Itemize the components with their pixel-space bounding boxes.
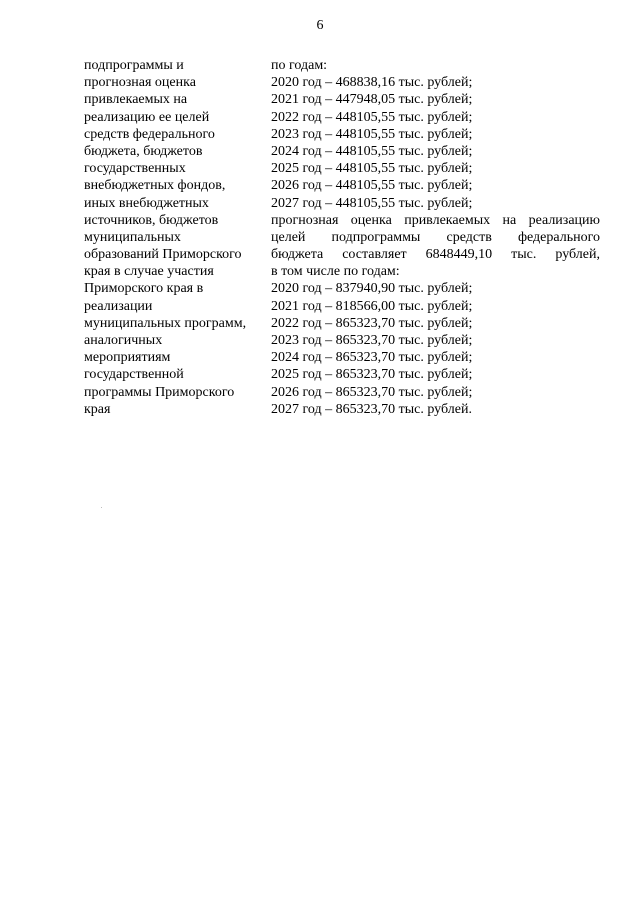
year-amount-line: 2027 год – 865323,70 тыс. рублей. [271,401,472,417]
left-line: края в случае участия [84,264,214,280]
year-amount-line: 2020 год – 837940,90 тыс. рублей; [271,281,473,297]
left-line: аналогичных [84,333,163,348]
left-line: программы Приморского [84,384,235,400]
left-line: края [84,401,111,417]
paragraph-line: бюджета составляет 6848449,10 тыс. рублей, [271,247,600,263]
year-amount-line: 2021 год – 447948,05 тыс. рублей; [271,92,473,108]
left-line: реализацию ее целей [84,109,210,125]
year-amount-line: 2023 год – 865323,70 тыс. рублей; [271,333,473,348]
year-amount-line: 2021 год – 818566,00 тыс. рублей; [271,298,473,314]
year-amount-line: 2023 год – 448105,55 тыс. рублей; [271,126,473,142]
year-amount-line: 2025 год – 448105,55 тыс. рублей; [271,161,473,177]
left-column [84,57,266,418]
left-line: иных внебюджетных [84,195,209,211]
left-line: государственной [84,367,184,383]
paragraph-line: прогнозная оценка привлекаемых на реализацию [271,212,600,228]
left-line: внебюджетных фондов, [84,178,226,194]
year-amount-line: 2020 год – 468838,16 тыс. рублей; [271,75,473,91]
left-line: средств федерального [84,126,215,142]
left-line: государственных [84,161,186,177]
left-line: бюджета, бюджетов [84,143,203,159]
left-line: прогнозная оценка [84,75,196,91]
left-line: привлекаемых на [84,92,188,108]
right-column [271,57,600,418]
by-year-header: по годам: [271,58,328,73]
left-line: образований Приморского [84,247,242,263]
page-number: 6 [316,18,324,33]
year-amount-line: 2022 год – 448105,55 тыс. рублей; [271,109,473,125]
year-amount-line: 2024 год – 448105,55 тыс. рублей; [271,143,473,159]
left-line: подпрограммы и [84,58,184,73]
year-amount-line: 2026 год – 448105,55 тыс. рублей; [271,178,473,194]
left-line: Приморского края в [84,281,204,297]
left-line: реализации [84,298,153,314]
left-line: муниципальных [84,229,181,245]
year-amount-line: 2025 год – 865323,70 тыс. рублей; [271,367,473,383]
paragraph-last-line: в том числе по годам: [271,264,400,280]
scan-artifact [101,507,102,508]
left-line: мероприятиям [84,350,171,366]
year-amount-line: 2026 год – 865323,70 тыс. рублей; [271,384,473,400]
year-amount-line: 2027 год – 448105,55 тыс. рублей; [271,195,473,211]
year-amount-line: 2022 год – 865323,70 тыс. рублей; [271,315,473,331]
left-line: муниципальных программ, [84,315,247,331]
left-line: источников, бюджетов [84,212,219,228]
paragraph-line: целей подпрограммы средств федерального [271,229,600,245]
year-amount-line: 2024 год – 865323,70 тыс. рублей; [271,350,473,366]
